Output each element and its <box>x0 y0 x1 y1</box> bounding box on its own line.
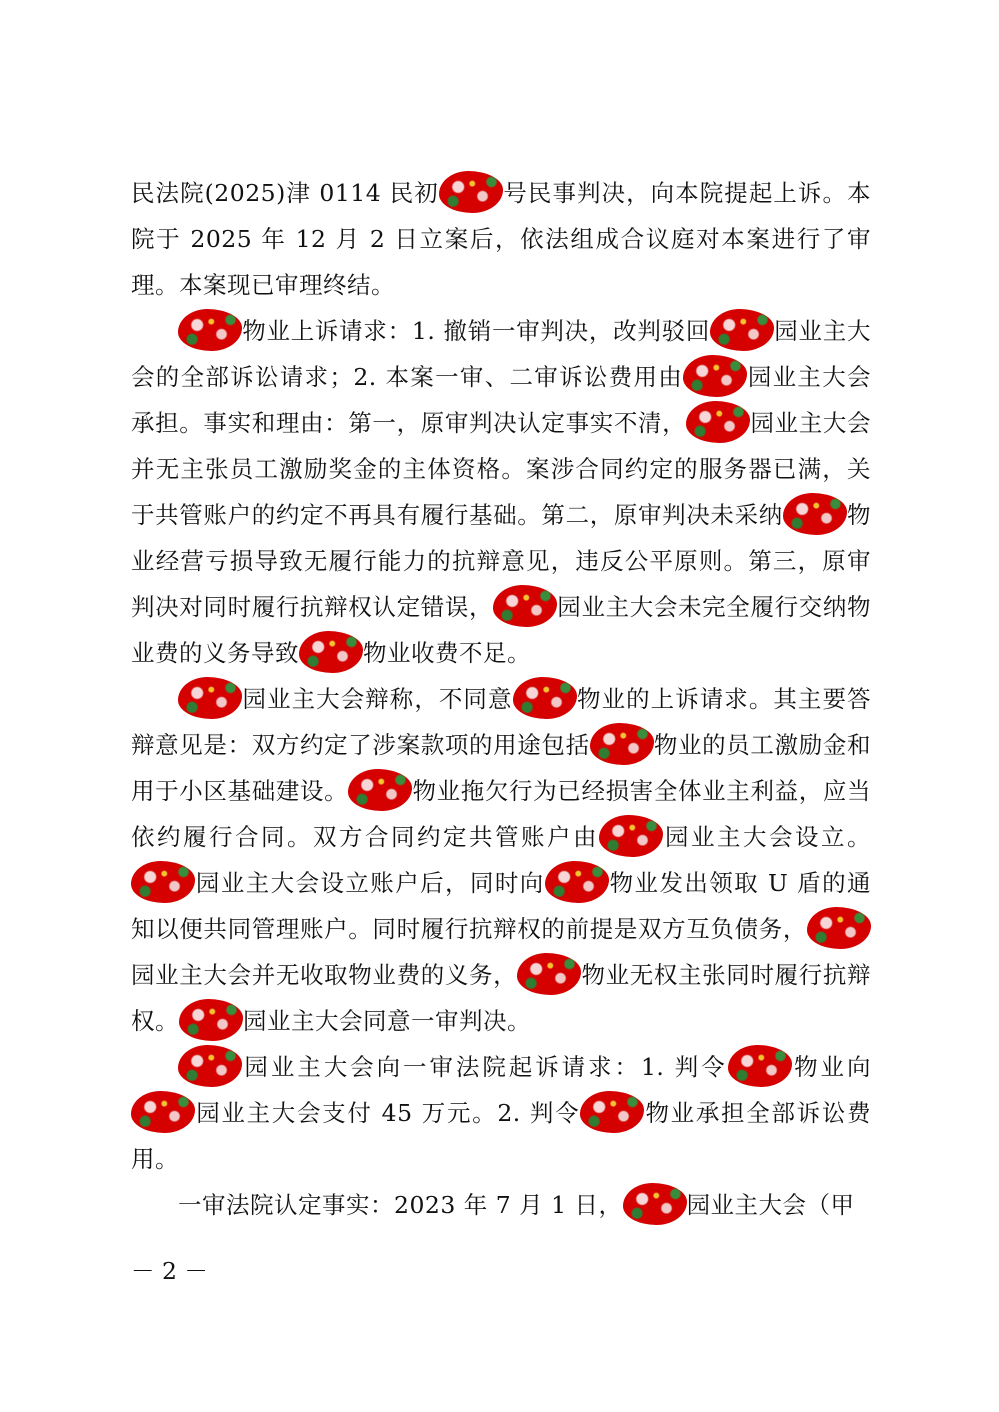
paragraph-text: 一审法院认定事实：2023 年 7 月 1 日， <box>178 1191 623 1219</box>
paragraph-text: 园业主大会承担。事实和理由：第一，原审判决认定事实不清， <box>131 363 871 437</box>
paragraph-text: 民法院(2025)津 0114 民初 <box>131 179 439 207</box>
paragraph <box>131 308 871 676</box>
paragraph-text: 园业主大会（甲 <box>686 1191 855 1219</box>
redaction-icon <box>623 1183 687 1225</box>
redaction-icon <box>439 171 503 213</box>
paragraph-text: 园业主大会支付 45 万元。2. 判令 <box>195 1099 581 1127</box>
redaction-icon <box>178 309 242 351</box>
paragraph-text: 号民事判决，向本院提起上诉。本院于 2025 年 12 月 2 日立案后，依法组成合议庭对本案进行了审理。本案现已审理终结。 <box>131 179 872 299</box>
paragraph-text: 物业发出领取 U 盾的通知以便共同管理账户。同时履行抗辩权的前提是双方互负债务， <box>131 869 871 943</box>
redaction-icon <box>545 861 609 903</box>
redaction-icon <box>783 493 847 535</box>
redaction-icon <box>348 769 412 811</box>
paragraph-text: 园业主大会并无主张员工激励奖金的主体资格。案涉合同约定的服务器已满，关于共管账户的约定不再具有履行基础。第二，原审判决未采纳 <box>131 409 872 529</box>
paragraph-text: 物业承担全部诉讼费用。 <box>131 1099 872 1173</box>
paragraph <box>131 676 871 1044</box>
redaction-icon <box>599 815 663 857</box>
redaction-icon <box>580 1091 644 1133</box>
paragraph-text: 物业的上诉请求。其主要答辩意见是：双方约定了涉案款项的用途包括 <box>131 685 871 759</box>
paragraph-text: 园业主大会的全部诉讼请求；2. 本案一审、二审诉讼费用由 <box>131 317 871 391</box>
redaction-icon <box>710 309 774 351</box>
redaction-icon <box>683 355 747 397</box>
redaction-icon <box>131 861 195 903</box>
redaction-icon <box>493 585 557 627</box>
paragraph-text: 园业主大会未完全履行交纳物业费的义务导致 <box>131 593 872 667</box>
page-number: － 2 － <box>131 1257 208 1285</box>
paragraph-text: 园业主大会辩称，不同意 <box>242 685 513 713</box>
paragraph-text: 物业的员工激励金和用于小区基础建设。 <box>131 731 872 805</box>
paragraph-text: 物业上诉请求：1. 撤销一审判决，改判驳回 <box>242 317 711 345</box>
redaction-icon <box>178 1045 242 1087</box>
paragraph-text: 园业主大会设立账户后，同时向 <box>195 869 545 897</box>
paragraph-text: 园业主大会向一审法院起诉请求：1. 判令 <box>242 1053 728 1081</box>
redaction-icon <box>179 999 243 1041</box>
redaction-icon <box>807 907 871 949</box>
document-body <box>131 170 871 1228</box>
redaction-icon <box>728 1045 792 1087</box>
paragraph-text: 物业无权主张同时履行抗辩权。 <box>131 961 872 1035</box>
redaction-icon <box>686 401 750 443</box>
paragraph <box>131 1182 871 1228</box>
paragraph-text: 园业主大会并无收取物业费的义务， <box>131 961 518 989</box>
redaction-icon <box>131 1091 195 1133</box>
paragraph-text: 物业向 <box>791 1053 871 1081</box>
paragraph <box>131 1044 871 1182</box>
redaction-icon <box>513 677 577 719</box>
redaction-icon <box>517 953 581 995</box>
redaction-icon <box>590 723 654 765</box>
paragraph <box>131 170 871 308</box>
paragraph-text: 物业经营亏损导致无履行能力的抗辩意见，违反公平原则。第三，原审判决对同时履行抗辩权认定错误， <box>131 501 872 621</box>
paragraph-text: 园业主大会同意一审判决。 <box>243 1007 531 1035</box>
redaction-icon <box>299 631 363 673</box>
redaction-icon <box>178 677 242 719</box>
paragraph-text: 物业收费不足。 <box>363 639 531 667</box>
paragraph-text: 园业主大会设立。 <box>663 823 871 851</box>
paragraph-text: 物业拖欠行为已经损害全体业主利益，应当依约履行合同。双方合同约定共管账户由 <box>131 777 872 851</box>
